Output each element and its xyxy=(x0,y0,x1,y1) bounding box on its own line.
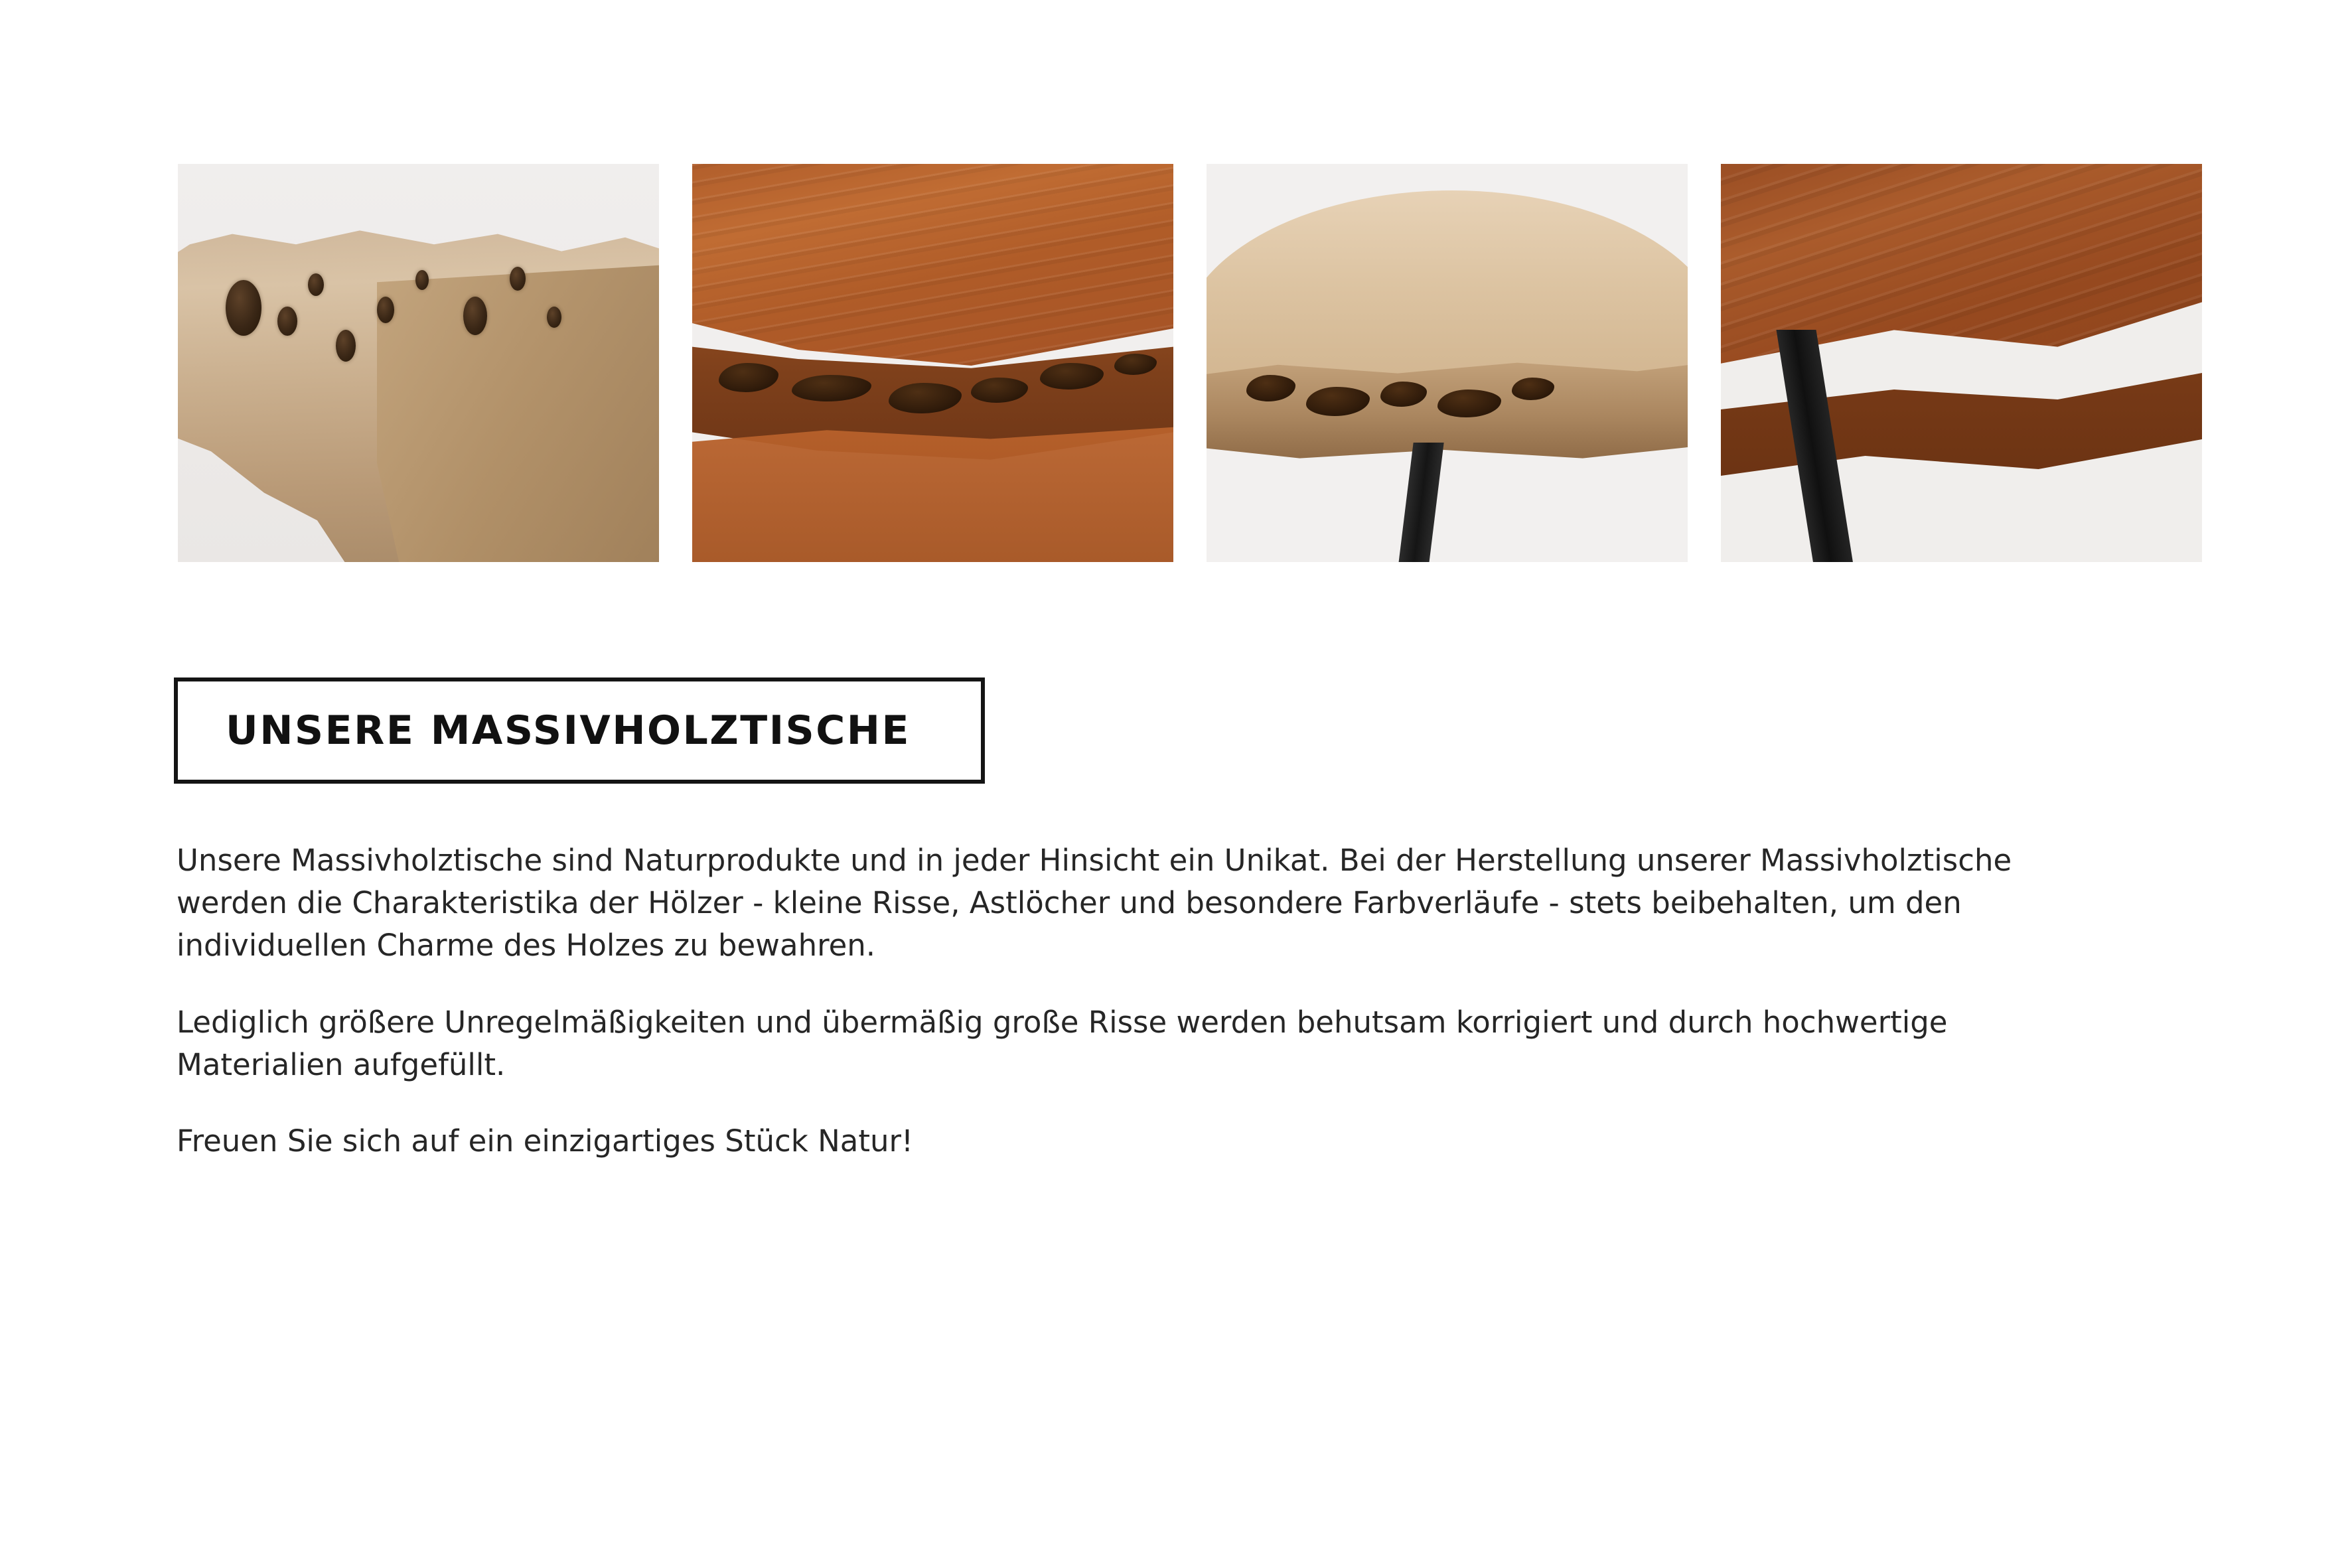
table-underside xyxy=(692,421,1173,562)
wood-knot xyxy=(336,330,356,362)
paragraph-2: Lediglich größere Unregelmäßigkeiten und übermäßig große Risse werden behutsam korrigiert und durch hochwertige Materialien aufgefüllt. xyxy=(177,1004,1948,1082)
wood-knot xyxy=(547,307,561,328)
page-title: UNSERE MASSIVHOLZTISCHE xyxy=(226,707,911,754)
wood-knot xyxy=(277,307,297,336)
body-copy xyxy=(177,839,2035,1163)
paragraph-3: Freuen Sie sich auf ein einzigartiges Stück Natur! xyxy=(177,1123,914,1159)
wood-slab-face xyxy=(377,263,659,562)
gallery-image-3 xyxy=(1207,164,1688,562)
section-heading-box xyxy=(174,677,985,784)
wood-knot xyxy=(308,273,324,296)
wood-knot xyxy=(415,270,429,290)
wood-knot xyxy=(377,297,394,323)
wood-knot xyxy=(510,267,526,291)
gallery-image-1 xyxy=(178,164,659,562)
image-gallery xyxy=(178,164,2242,562)
paragraph-1: Unsere Massivholztische sind Naturprodukte und in jeder Hinsicht ein Unikat. Bei der Herstellung unserer Massivholztische werden die Charakteristika der Hölzer - kleine Risse, Astlöcher und besondere Farbverläufe - stets beibehalten, um den individuellen Charme des Holzes zu bewahren. xyxy=(177,843,2012,963)
wood-knot xyxy=(463,297,487,335)
wood-knot xyxy=(226,280,261,336)
gallery-image-4 xyxy=(1721,164,2202,562)
gallery-image-2 xyxy=(692,164,1173,562)
